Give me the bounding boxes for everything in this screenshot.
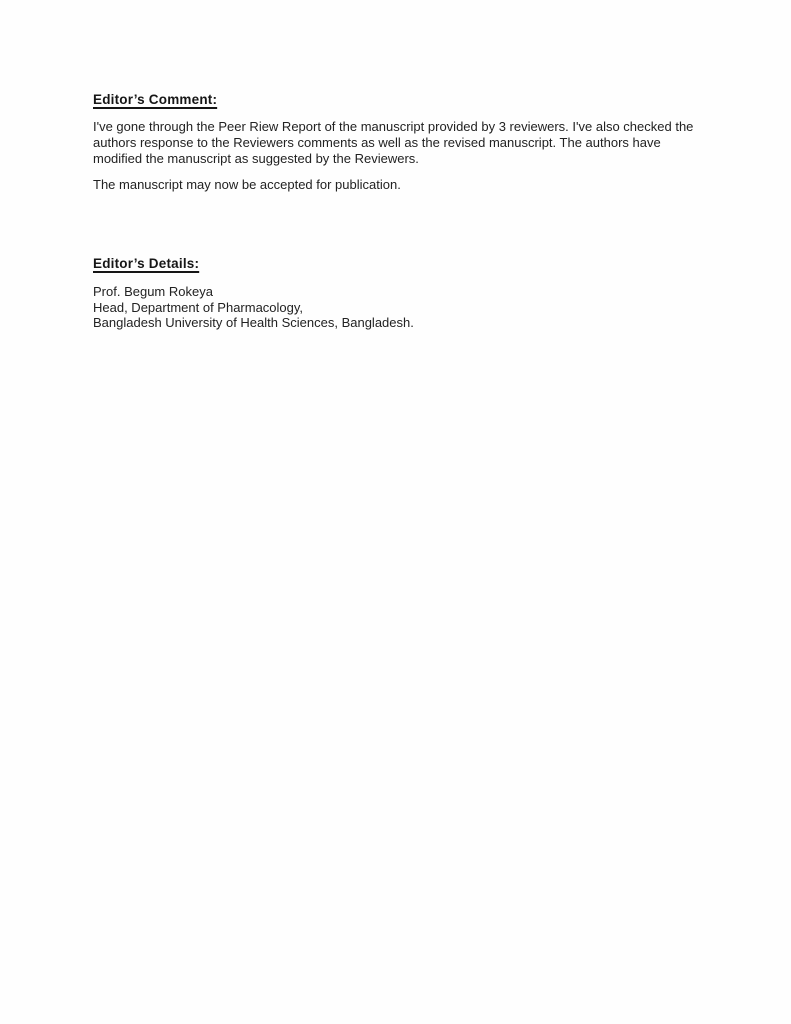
editor-position: Head, Department of Pharmacology, <box>93 299 304 315</box>
editors-details-heading: Editor’s Details: <box>93 256 200 271</box>
editor-affiliation: Bangladesh University of Health Sciences, Bangladesh. <box>93 315 414 330</box>
editors-details-block <box>93 284 414 331</box>
editor-name: Prof. Begum Rokeya <box>93 284 213 299</box>
editors-comment-heading: Editor’s Comment: <box>93 92 218 107</box>
editors-comment-paragraph: I've gone through the Peer Riew Report of the manuscript provided by 3 reviewers. I've also checked the authors response to the Reviewers comments as well as the revised manuscript. The authors have modified the manuscript as suggested by the Reviewers. <box>93 119 694 166</box>
acceptance-statement: The manuscript may now be accepted for publication. <box>93 177 401 192</box>
